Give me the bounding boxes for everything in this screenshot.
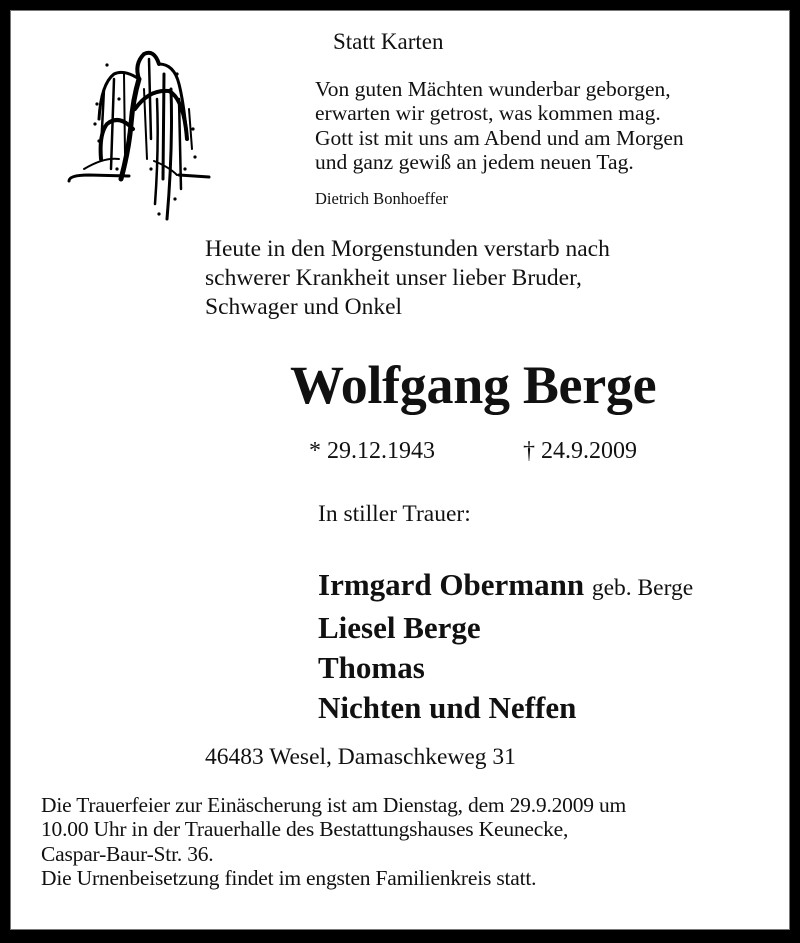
announcement-line: Heute in den Morgenstunden verstarb nach [205, 236, 610, 262]
deceased-name: Wolfgang Berge [290, 355, 657, 415]
announcement-line: schwerer Krankheit unser lieber Bruder, [205, 264, 582, 291]
poem-line: erwarten wir getrost, was kommen mag. [315, 101, 661, 126]
mourning-label: In stiller Trauer: [318, 501, 471, 527]
mourners-list [318, 565, 693, 728]
details-line: 10.00 Uhr in der Trauerhalle des Bestattungshauses Keunecke, [41, 817, 569, 842]
birth-date: * 29.12.1943 [309, 438, 435, 464]
address: 46483 Wesel, Damaschkeweg 31 [205, 744, 516, 770]
mourner-name: Irmgard Obermann [318, 567, 585, 602]
mourner: Thomas [318, 650, 425, 685]
mourner-maiden-name: geb. Berge [591, 575, 694, 601]
death-date: † 24.9.2009 [523, 438, 637, 464]
poem-line: Gott ist mit uns am Abend und am Morgen [315, 125, 684, 150]
details-line: Die Trauerfeier zur Einäscherung ist am Dienstag, dem 29.9.2009 um [41, 793, 627, 817]
announcement-text [205, 235, 610, 321]
mourner: Nichten und Neffen [318, 690, 577, 725]
weeping-willow-icon [59, 29, 219, 229]
poem-author: Dietrich Bonhoeffer [315, 189, 449, 208]
statt-karten-label: Statt Karten [333, 29, 444, 54]
mourner: Liesel Berge [318, 610, 481, 645]
poem-line: und ganz gewiß an jedem neuen Tag. [315, 149, 634, 174]
obituary-card [10, 10, 790, 930]
funeral-details [41, 793, 626, 891]
poem [315, 77, 684, 174]
details-line: Die Urnenbeisetzung findet im engsten Familienkreis statt. [41, 866, 537, 891]
poem-line: Von guten Mächten wunderbar geborgen, [315, 77, 671, 101]
mourner [318, 565, 693, 608]
announcement-line: Schwager und Onkel [205, 293, 403, 320]
details-line: Caspar-Baur-Str. 36. [41, 841, 214, 866]
